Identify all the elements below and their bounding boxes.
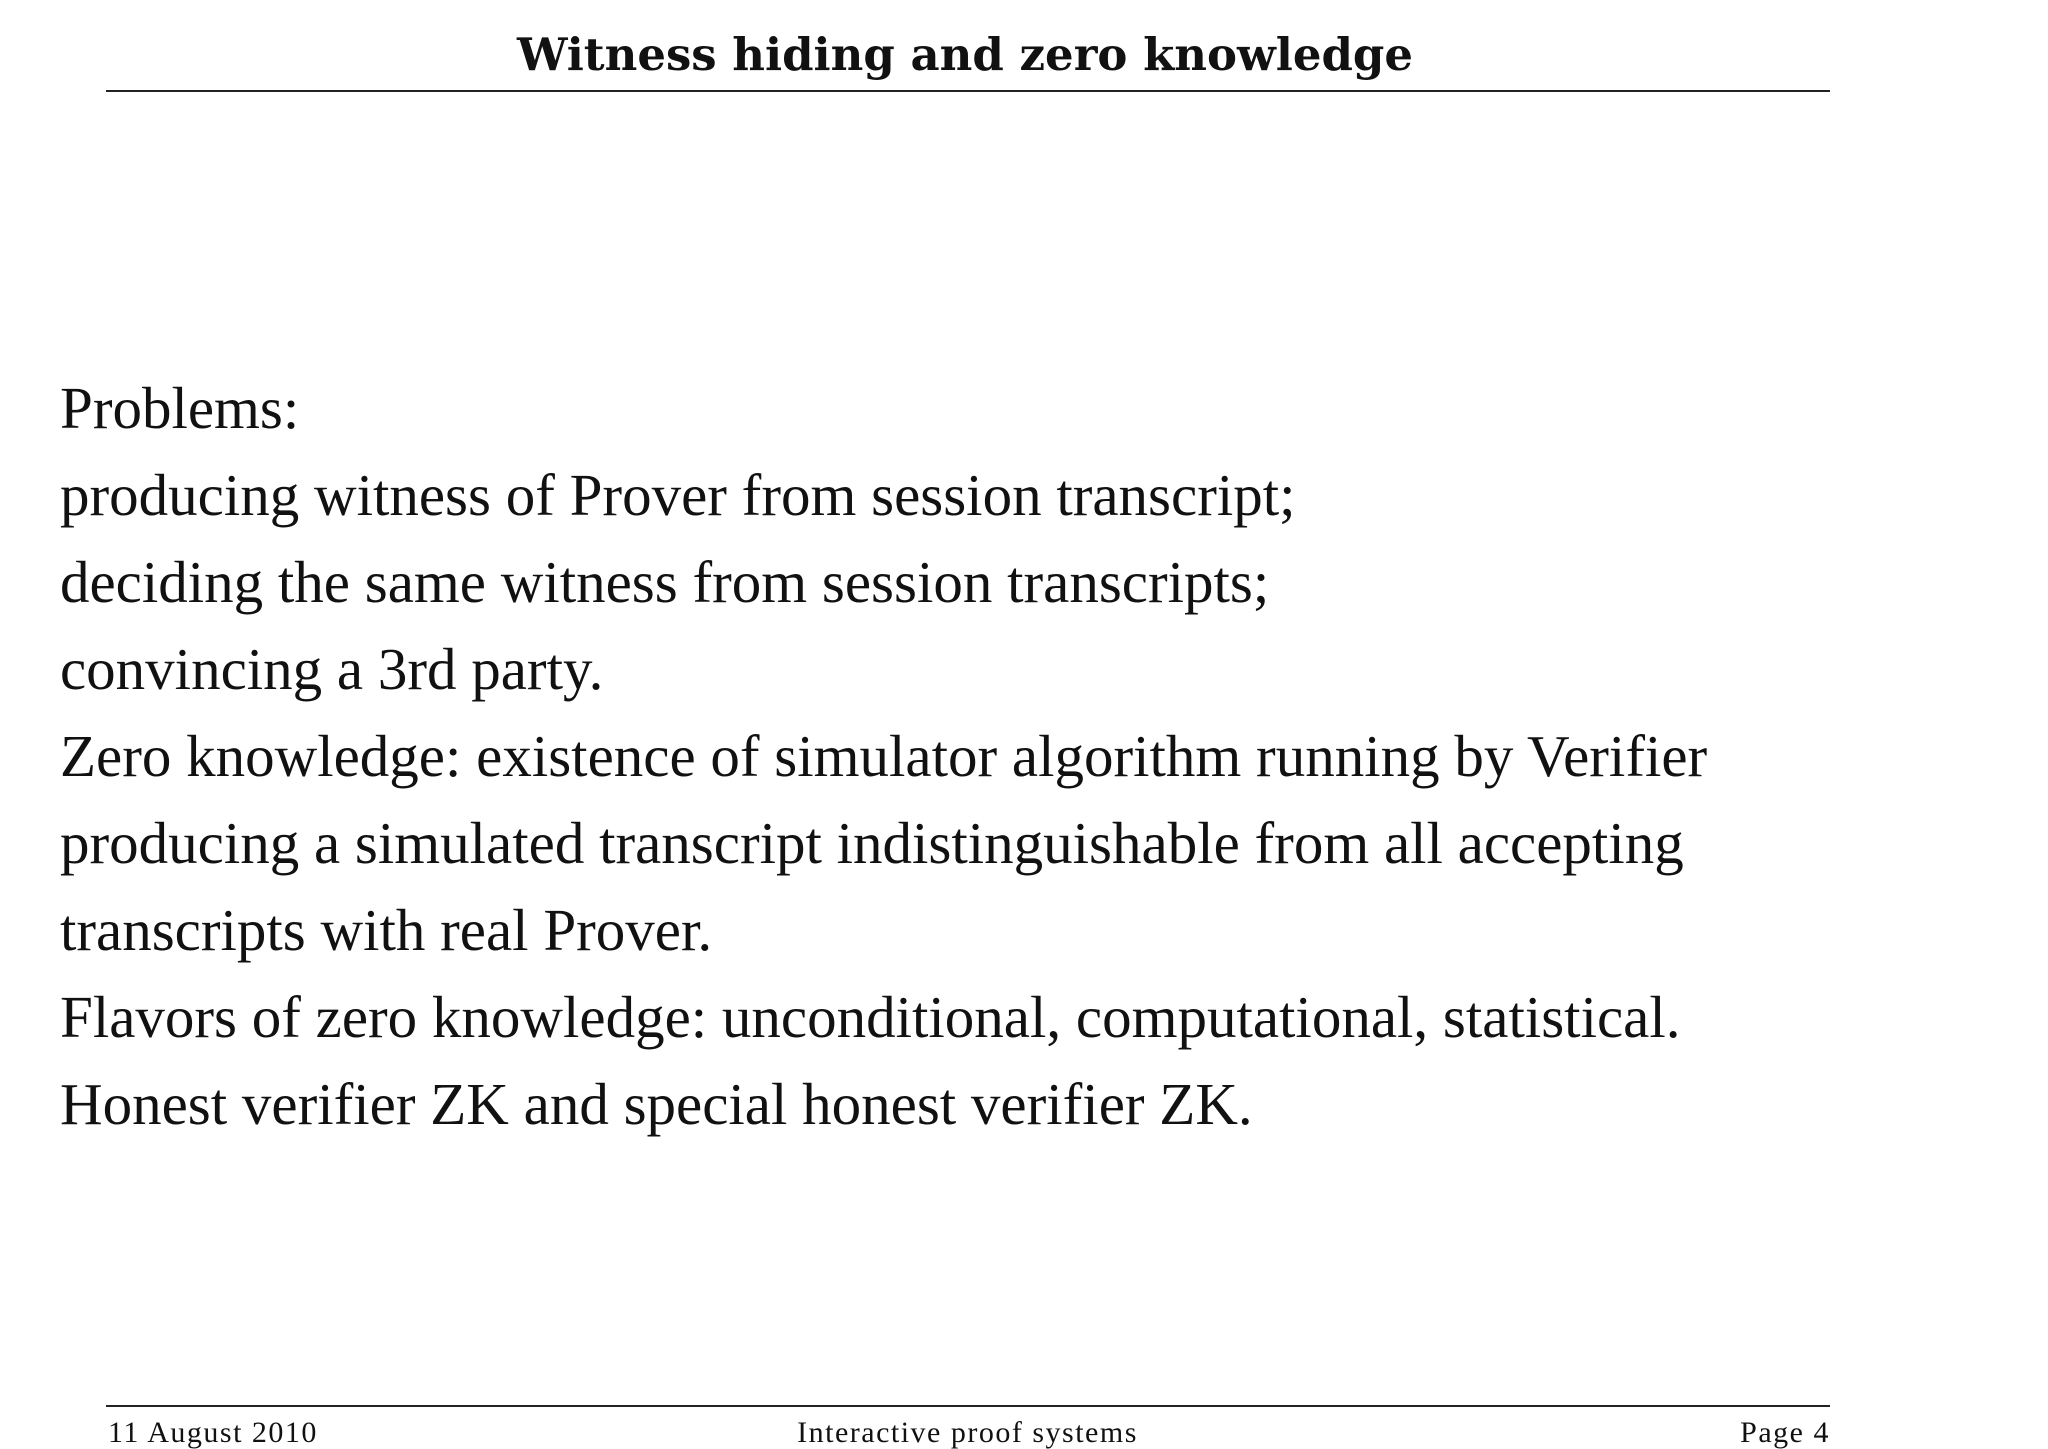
header-rule bbox=[106, 90, 1830, 92]
body-line-convincing-third-party: convincing a 3rd party. bbox=[60, 636, 604, 702]
body-line-simulated-transcript: producing a simulated transcript indistinguishable from all accepting bbox=[60, 810, 1684, 876]
footer-date: 11 August 2010 bbox=[108, 1416, 318, 1449]
footer-page-number: Page 4 bbox=[1740, 1416, 1830, 1449]
body-line-deciding-witness: deciding the same witness from session transcripts; bbox=[60, 549, 1270, 615]
slide-body bbox=[60, 365, 1980, 1148]
body-line-zero-knowledge-definition: Zero knowledge: existence of simulator algorithm running by Verifier bbox=[60, 723, 1708, 789]
body-line-real-prover: transcripts with real Prover. bbox=[60, 897, 713, 963]
body-line-producing-witness: producing witness of Prover from session transcript; bbox=[60, 462, 1296, 528]
slide-title: Witness hiding and zero knowledge bbox=[516, 28, 1414, 81]
body-line-honest-verifier: Honest verifier ZK and special honest verifier ZK. bbox=[60, 1071, 1253, 1137]
footer-title: Interactive proof systems bbox=[797, 1416, 1138, 1449]
body-line-problems: Problems: bbox=[60, 375, 300, 441]
footer-rule bbox=[106, 1405, 1830, 1407]
body-line-flavors: Flavors of zero knowledge: unconditional, computational, statistical. bbox=[60, 984, 1681, 1050]
